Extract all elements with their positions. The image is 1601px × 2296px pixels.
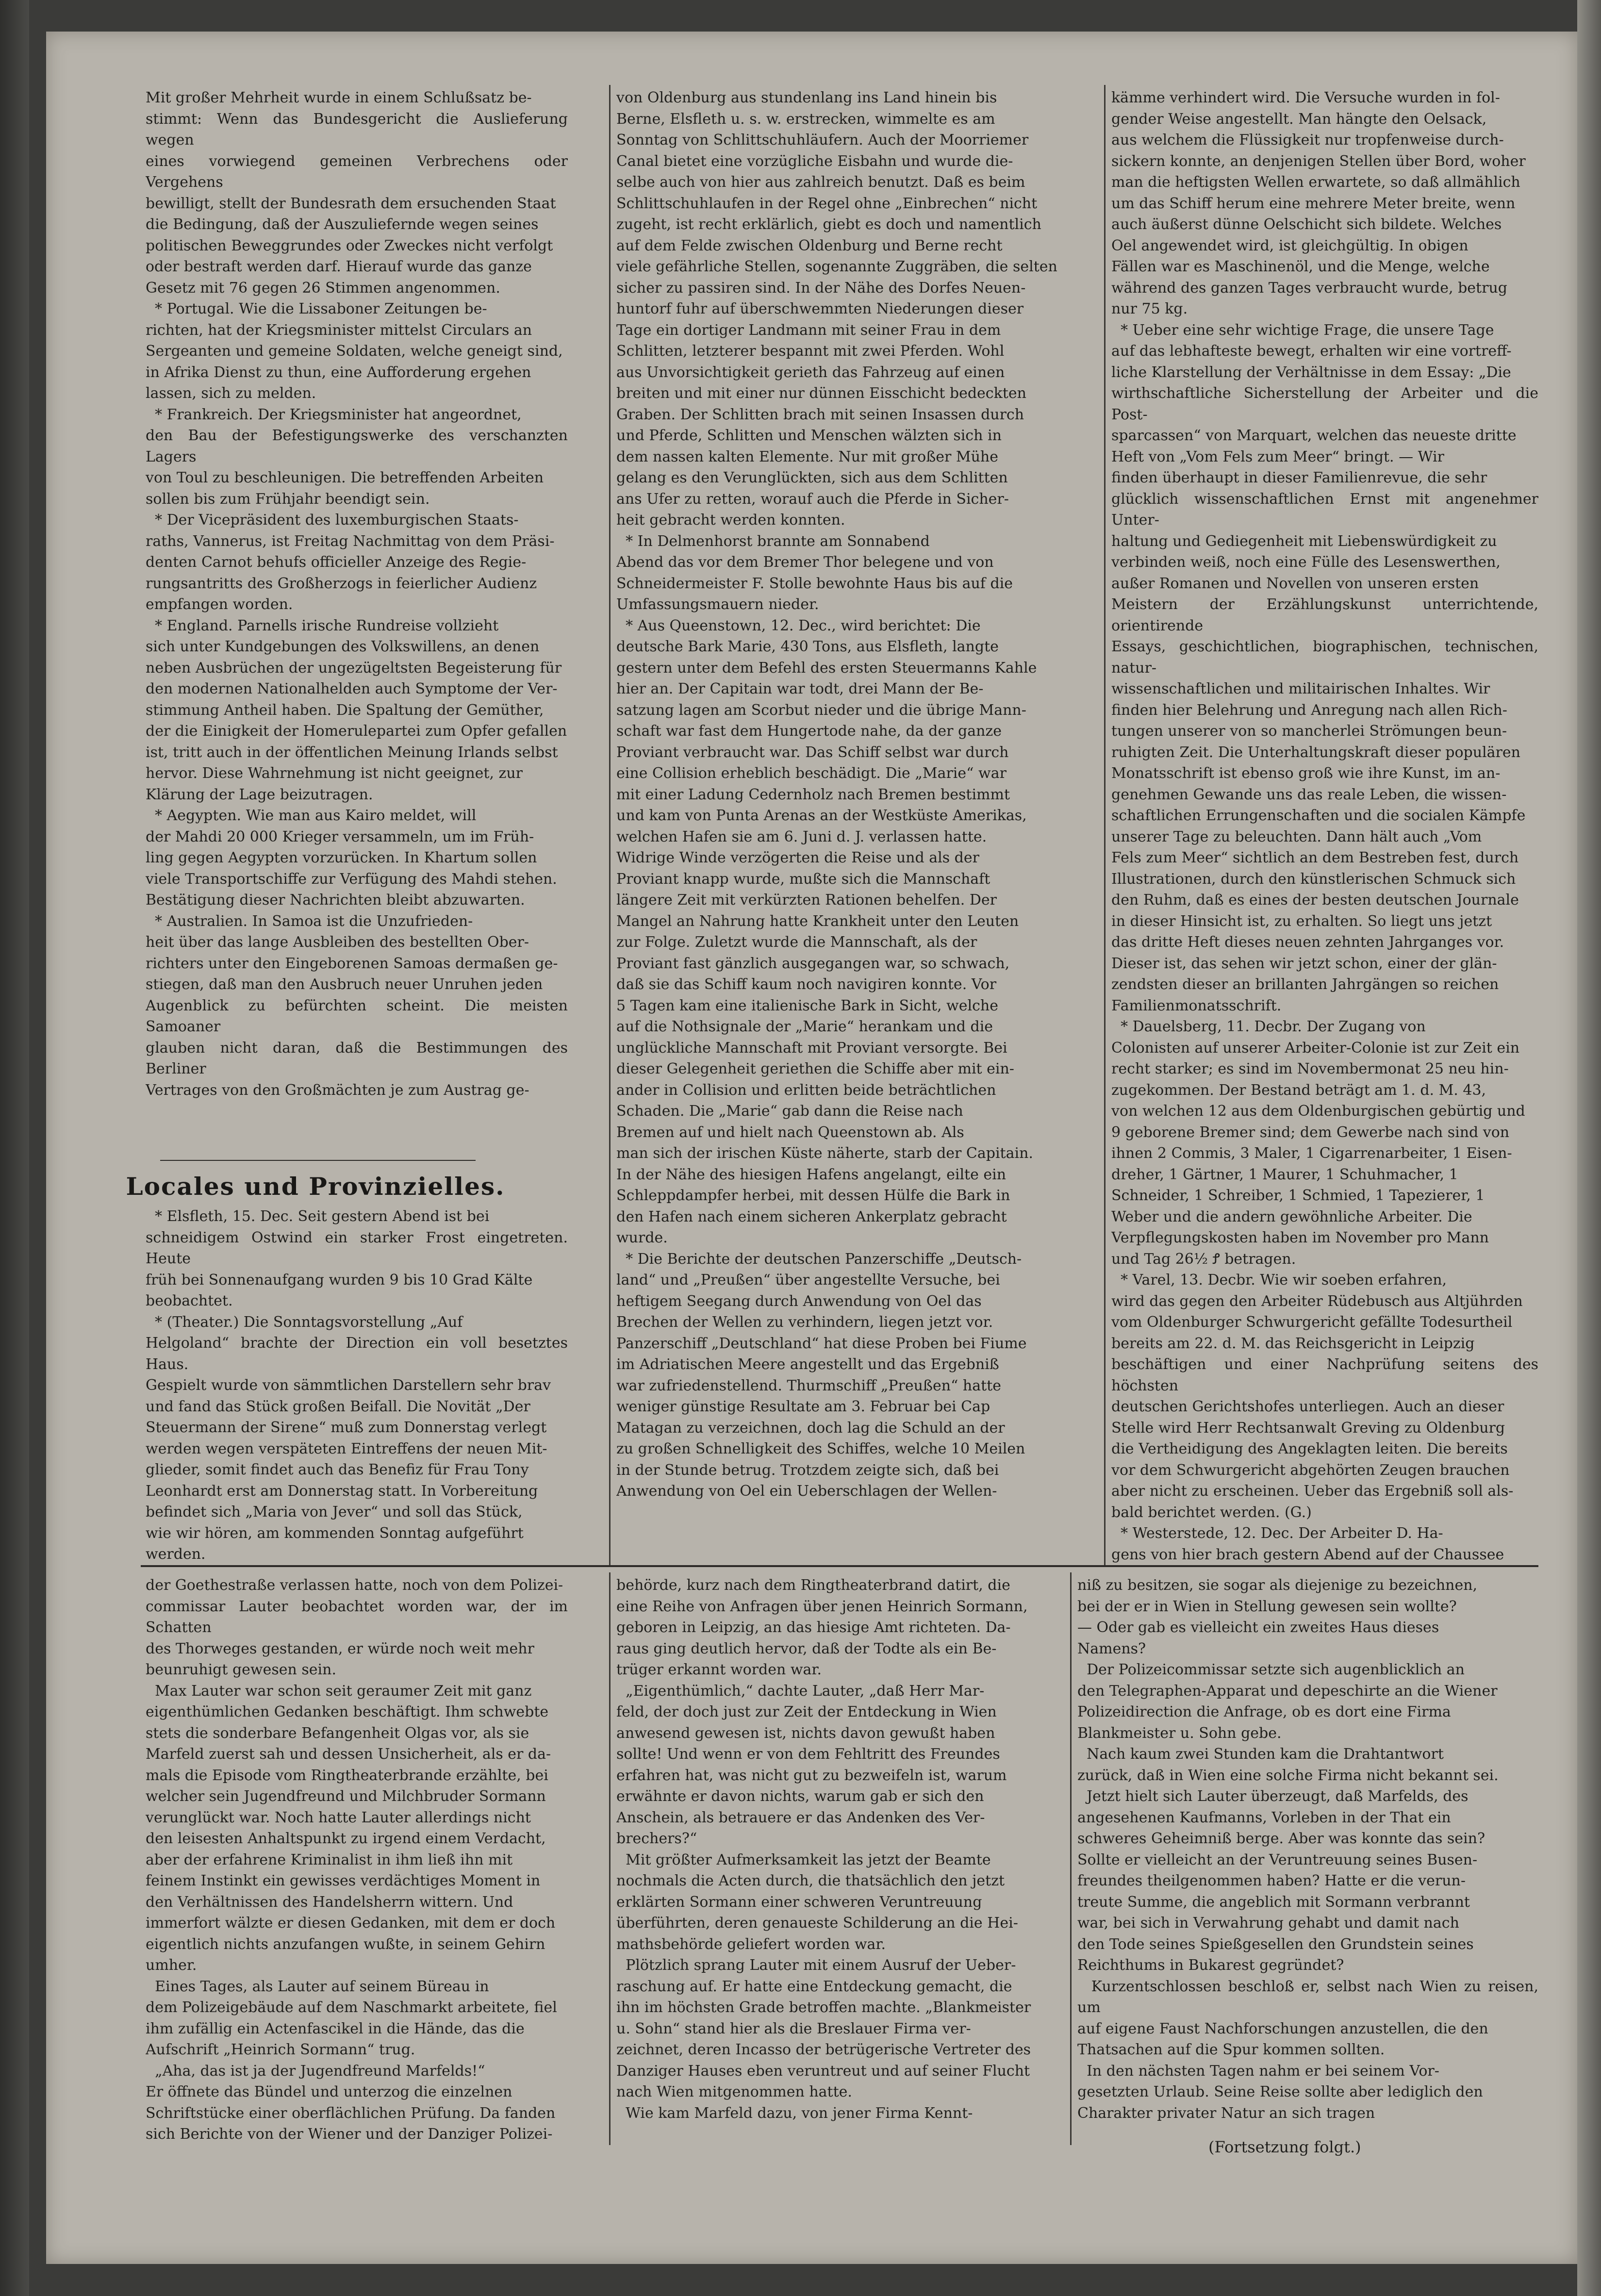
feuilleton-column-2: behörde, kurz nach dem Ringtheaterbrand datirt, die eine Reihe von Anfragen über jenen Heinrich Sormann, geboren in Leipzig, an das hiesige Amt richteten. Da- raus ging deutlich hervor, daß der Todte als ein Be- trüger erkannt worden war. „Eigenthümlich,“ dachte Lauter, „daß Herr Mar- feld, der doch just zur Zeit der Entdeckung in Wien anwesend gewesen ist, nichts davon gewußt haben sollte! Und wenn er von dem Fehltritt des Freundes erfahren hat, was nicht gut zu bezweifeln ist, warum erwähnte er davon nichts, warum gab er sich den Anschein, als betrauere er das Andenken des Ver- brechers?“ Mit größter Aufmerksamkeit las jetzt der Beamte nochmals die Acten durch, die thatsächlich den jetzt erklärten Sormann einer schweren Veruntreuung überführten, deren genaueste Schilderung an die Hei- mathsbehörde geliefert worden war. Plötzlich sprang Lauter mit einem Ausruf der Ueber- raschung auf. Er hatte eine Entdeckung gemacht, die ihn im höchsten Grade betroffen machte. „Blankmeister u. Sohn“ stand hier als die Breslauer Firma ver- zeichnet, deren Incasso der betrügerische Vertreter des Danziger Hauses eben veruntreut und auf seiner Flucht nach Wien mitgenommen hatte. Wie kam Marfeld dazu, von jener Firma Kennt-	[616, 1577, 1031, 2122]
section-heading: Locales und Provinzielles.	[126, 1172, 505, 1201]
article-column-3: kämme verhindert wird. Die Versuche wurden in fol- gender Weise angestellt. Man hängte den Oelsack, aus welchem die Flüssigkeit nur tropfenweise durch- sickern konnte, an denjenigen Stellen über Bord, woher man die heftigsten Wellen erwartete, so daß allmählich um das Schiff herum eine mehrere Meter breite, wenn auch äußerst dünne Oelschicht sich bildete. Welches Oel angewendet wird, ist gleichgültig. In obigen Fällen war es Maschinenöl, und die Menge, welche während des ganzen Tages verbraucht wurde, betrug nur 75 kg. * Ueber eine sehr wichtige Frage, die unsere Tage auf das lebhafteste bewegt, erhalten wir eine vortreff- liche Klarstellung der Verhältnisse in dem Essay: „Die wirthschaftliche Sicherstellung der Arbeiter und die Post- sparcassen“ von Marquart, welchen das neueste dritte Heft von „Vom Fels zum Meer“ bringt. — Wir finden überhaupt in dieser Familienrevue, die sehr glücklich wissenschaftlichen Ernst mit angenehmer Unter- haltung und Gediegenheit mit Liebenswürdigkeit zu verbinden weiß, noch eine Fülle des Lesenswerthen, außer Romanen und Novellen von unseren ersten Meistern der Erzählungskunst unterrichtende, orientirende Essays, geschichtlichen, biographischen, technischen, natur- wissenschaftlichen und militairischen Inhaltes. Wir finden hier Belehrung und Anregung nach allen Rich- tungen unserer von so mancherlei Strömungen beun- ruhigten Zeit. Die Unterhaltungskraft dieser populären Monatsschrift ist ebenso groß wie ihre Kunst, im an- genehmen Gewande uns das reale Leben, die wissen- schaftlichen Errungenschaften und die socialen Kämpfe unserer Tage zu beleuchten. Dann hält auch „Vom Fels zum Meer“ sichtlich an dem Bestreben fest, durch Illustrationen, durch den künstlerischen Schmuck sich den Ruhm, daß es eines der besten deutschen Journale in dieser Hinsicht ist, zu erhalten. So liegt uns jetzt das dritte Heft dieses neuen zehnten Jahrganges vor. Dieser ist, das sehen wir jetzt schon, einer der glän- zendsten dieser an brillanten Jahrgängen so reichen Familienmonatsschrift. * Dauelsberg, 11. Decbr. Der Zugang von Colonisten auf unserer Arbeiter-Colonie ist zur Zeit ein recht starker; es sind im Novembermonat 25 neu hin- zugekommen. Der Bestand beträgt am 1. d. M. 43, von welchen 12 aus dem Oldenburgischen gebürtig und 9 geborene Bremer sind; dem Gewerbe nach sind von ihnen 2 Commis, 3 Maler, 1 Cigarrenarbeiter, 1 Eisen- dreher, 1 Gärtner, 1 Maurer, 1 Schuhmacher, 1 Schneider, 1 Schreiber, 1 Schmied, 1 Tapezierer, 1 Weber und die andern gewöhnliche Arbeiter. Die Verpflegungskosten haben im November pro Mann und Tag 26½ Ꝭ betragen. * Varel, 13. Decbr. Wie wir soeben erfahren, wird das gegen den Arbeiter Rüdebusch aus Altjührden vom Oldenburger Schwurgericht gefällte Todesurtheil bereits am 22. d. M. das Reichsgericht in Leipzig beschäftigen und einer Nachprüfung seitens des höchsten deutschen Gerichtshofes unterliegen. Auch an dieser Stelle wird Herr Rechtsanwalt Greving zu Oldenburg die Vertheidigung des Angeklagten leiten. Die bereits vor dem Schwurgericht abgehörten Zeugen brauchen aber nicht zu erscheinen. Ueber das Ergebniß soll als- bald berichtet werden. (G.) * Westerstede, 12. Dec. Der Arbeiter D. Ha- gens von hier brach gestern Abend auf der Chaussee	[1111, 89, 1538, 1563]
heading-rule	[160, 1160, 476, 1161]
feuilleton-rule-1	[609, 1572, 611, 2145]
continuation-note: (Fortsetzung folgt.)	[1208, 2138, 1361, 2156]
feuilleton-column-3: niß zu besitzen, sie sogar als diejenige zu bezeichnen, bei der er in Wien in Stellung gewesen sein wollte? — Oder gab es vielleicht ein zweites Haus dieses Namens? Der Polizeicommissar setzte sich augenblicklich an den Telegraphen-Apparat und depeschirte an die Wiener Polizeidirection die Anfrage, ob es dort eine Firma Blankmeister u. Sohn gebe. Nach kaum zwei Stunden kam die Drahtantwort zurück, daß in Wien eine solche Firma nicht bekannt sei. Jetzt hielt sich Lauter überzeugt, daß Marfelds, des angesehenen Kaufmanns, Vorleben in der That ein schweres Geheimniß berge. Aber was konnte das sein? Sollte er vielleicht an der Veruntreuung seines Busen- freundes theilgenommen haben? Hatte er die verun- treute Summe, die angeblich mit Sormann verbrannt war, bei sich in Verwahrung gehabt und damit nach den Tode seines Spießgesellen den Grundstein seines Reichthums in Bukarest gegründet? Kurzentschlossen beschloß er, selbst nach Wien zu reisen, um auf eigene Faust Nachforschungen anzustellen, die den Thatsachen auf die Spur kommen sollten. In den nächsten Tagen nahm er bei seinem Vor- gesetzten Urlaub. Seine Reise sollte aber lediglich den Charakter privater Natur an sich tragen	[1077, 1577, 1538, 2122]
article-column-1-top: Mit großer Mehrheit wurde in einem Schlußsatz be- stimmt: Wenn das Bundesgericht die Auslieferung wegen eines vorwiegend gemeinen Verbrechens oder Vergehens bewilligt, stellt der Bundesrath dem ersuchenden Staat die Bedingung, daß der Auszuliefernde wegen seines politischen Beweggrundes oder Zweckes nicht verfolgt oder bestraft werden darf. Hierauf wurde das ganze Gesetz mit 76 gegen 26 Stimmen angenommen. * Portugal. Wie die Lissaboner Zeitungen be- richten, hat der Kriegsminister mittelst Circulars an Sergeanten und gemeine Soldaten, welche geneigt sind, in Afrika Dienst zu thun, eine Aufforderung ergehen lassen, sich zu melden. * Frankreich. Der Kriegsminister hat angeordnet, den Bau der Befestigungswerke des verschanzten Lagers von Toul zu beschleunigen. Die betreffenden Arbeiten sollen bis zum Frühjahr beendigt sein. * Der Vicepräsident des luxemburgischen Staats- raths, Vannerus, ist Freitag Nachmittag von dem Präsi- denten Carnot behufs officieller Anzeige des Regie- rungsantritts des Großherzogs in feierlicher Audienz empfangen worden. * England. Parnells irische Rundreise vollzieht sich unter Kundgebungen des Volkswillens, an denen neben Ausbrüchen der ungezügeltsten Begeisterung für den modernen Nationalhelden auch Symptome der Ver- stimmung Antheil haben. Die Spaltung der Gemüther, der die Einigkeit der Homerulepartei zum Opfer gefallen ist, tritt auch in der öffentlichen Meinung Irlands selbst hervor. Diese Wahrnehmung ist nicht geeignet, zur Klärung der Lage beizutragen. * Aegypten. Wie man aus Kairo meldet, will der Mahdi 20 000 Krieger versammeln, um im Früh- ling gegen Aegypten vorzurücken. In Khartum sollen viele Transportschiffe zur Verfügung des Mahdi stehen. Bestätigung dieser Nachrichten bleibt abzuwarten. * Australien. In Samoa ist die Unzufrieden- heit über das lange Ausbleiben des bestellten Ober- richters unter den Eingeborenen Samoas dermaßen ge- stiegen, daß man den Ausbruch neuer Unruhen jeden Augenblick zu befürchten scheint. Die meisten Samoaner glauben nicht daran, daß die Bestimmungen des Berliner Vertrages von den Großmächten je zum Austrag ge-	[146, 89, 568, 1099]
column-rule-1	[609, 85, 611, 1565]
article-column-2: von Oldenburg aus stundenlang ins Land hinein bis Berne, Elsfleth u. s. w. erstrecken, wimmelte es am Sonntag von Schlittschuhläufern. Auch der Moorriemer Canal bietet eine vorzügliche Eisbahn und wurde die- selbe auch von hier aus zahlreich benutzt. Daß es beim Schlittschuhlaufen in der Regel ohne „Einbrechen“ nicht zugeht, ist recht erklärlich, giebt es doch und namentlich auf dem Felde zwischen Oldenburg und Berne recht viele gefährliche Stellen, sogenannte Zuggräben, die selten sicher zu passiren sind. In der Nähe des Dorfes Neuen- huntorf fuhr auf überschwemmten Niederungen dieser Tage ein dortiger Landmann mit seiner Frau in dem Schlitten, letzterer bespannt mit zwei Pferden. Wohl aus Unvorsichtigkeit gerieth das Fahrzeug auf einen breiten und mit einer nur dünnen Eisschicht bedeckten Graben. Der Schlitten brach mit seinen Insassen durch und Pferde, Schlitten und Menschen wälzten sich in dem nassen kalten Elemente. Nur mit großer Mühe gelang es den Verunglückten, sich aus dem Schlitten ans Ufer zu retten, worauf auch die Pferde in Sicher- heit gebracht werden konnten. * In Delmenhorst brannte am Sonnabend Abend das vor dem Bremer Thor belegene und von Schneidermeister F. Stolle bewohnte Haus bis auf die Umfassungsmauern nieder. * Aus Queenstown, 12. Dec., wird berichtet: Die deutsche Bark Marie, 430 Tons, aus Elsfleth, langte gestern unter dem Befehl des ersten Steuermanns Kahle hier an. Der Capitain war todt, drei Mann der Be- satzung lagen am Scorbut nieder und die übrige Mann- schaft war fast dem Hungertode nahe, da der ganze Proviant verbraucht war. Das Schiff selbst war durch eine Collision erheblich beschädigt. Die „Marie“ war mit einer Ladung Cedernholz nach Bremen bestimmt und kam von Punta Arenas an der Westküste Amerikas, welchen Hafen sie am 6. Juni d. J. verlassen hatte. Widrige Winde verzögerten die Reise und als der Proviant knapp wurde, mußte sich die Mannschaft längere Zeit mit verkürzten Rationen behelfen. Der Mangel an Nahrung hatte Krankheit unter den Leuten zur Folge. Zuletzt wurde die Mannschaft, als der Proviant fast gänzlich ausgegangen war, so schwach, daß sie das Schiff kaum noch navigiren konnte. Vor 5 Tagen kam eine italienische Bark in Sicht, welche auf die Nothsignale der „Marie“ herankam und die unglückliche Mannschaft mit Proviant versorgte. Bei dieser Gelegenheit geriethen die Schiffe aber mit ein- ander in Collision und erlitten beide beträchtlichen Schaden. Die „Marie“ gab dann die Reise nach Bremen auf und hielt nach Queenstown ab. Als man sich der irischen Küste näherte, starb der Capitain. In der Nähe des hiesigen Hafens angelangt, eilte ein Schleppdampfer herbei, mit dessen Hülfe die Bark in den Hafen nach einem sicheren Ankerplatz gebracht wurde. * Die Berichte der deutschen Panzerschiffe „Deutsch- land“ und „Preußen“ über angestellte Versuche, bei heftigem Seegang durch Anwendung von Oel das Brechen der Wellen zu verhindern, liegen jetzt vor. Panzerschiff „Deutschland“ hat diese Proben bei Fiume im Adriatischen Meere angestellt und das Ergebniß war zufriedenstellend. Thurmschiff „Preußen“ hatte weniger günstige Resultate am 3. Februar bei Cap Matagan zu verzeichnen, doch lag die Schuld an der zu großen Schnelligkeit des Schiffes, welche 10 Meilen in der Stunde betrug. Trotzdem zeigte sich, daß bei Anwendung von Oel ein Ueberschlagen der Wellen-	[616, 89, 1057, 1500]
scan-background-right	[1577, 0, 1601, 2296]
column-rule-2	[1104, 85, 1106, 1565]
article-column-1-bottom: * Elsfleth, 15. Dec. Seit gestern Abend ist bei schneidigem Ostwind ein starker Frost eingetreten. Heute früh bei Sonnenaufgang wurden 9 bis 10 Grad Kälte beobachtet. * (Theater.) Die Sonntagsvorstellung „Auf Helgoland“ brachte der Direction ein voll besetztes Haus. Gespielt wurde von sämmtlichen Darstellern sehr brav und fand das Stück großen Beifall. Die Novität „Der Steuermann der Sirene“ muß zum Donnerstag verlegt werden wegen verspäteten Eintreffens der neuen Mit- glieder, somit findet auch das Benefiz für Frau Tony Leonhardt erst am Donnerstag statt. In Vorbereitung befindet sich „Maria von Jever“ und soll das Stück, wie wir hören, am kommenden Sonntag aufgeführt werden.	[146, 1208, 568, 1563]
feuilleton-rule-2	[1070, 1572, 1072, 2145]
feuilleton-separator	[141, 1565, 1538, 1567]
feuilleton-column-1: der Goethestraße verlassen hatte, noch von dem Polizei- commissar Lauter beobachtet worden war, der im Schatten des Thorweges gestanden, er würde noch weit mehr beunruhigt gewesen sein. Max Lauter war schon seit geraumer Zeit mit ganz eigenthümlichen Gedanken beschäftigt. Ihm schwebte stets die sonderbare Befangenheit Olgas vor, als sie Marfeld zuerst sah und dessen Unsicherheit, als er da- mals die Episode vom Ringtheaterbrande erzählte, bei welcher sein Jugendfreund und Milchbruder Sormann verunglückt war. Noch hatte Lauter allerdings nicht den leisesten Anhaltspunkt zu irgend einem Verdacht, aber der erfahrene Kriminalist in ihm ließ ihn mit feinem Instinkt ein gewisses verdächtiges Moment in den Verhältnissen des Handelsherrn wittern. Und immerfort wälzte er diesen Gedanken, mit dem er doch eigentlich nichts anzufangen wußte, in seinem Gehirn umher. Eines Tages, als Lauter auf seinem Büreau in dem Polizeigebäude auf dem Naschmarkt arbeitete, fiel ihm zufällig ein Actenfascikel in die Hände, das die Aufschrift „Heinrich Sormann“ trug. „Aha, das ist ja der Jugendfreund Marfelds!“ Er öffnete das Bündel und unterzog die einzelnen Schriftstücke einer oberflächlichen Prüfung. Da fanden sich Berichte von der Wiener und der Danziger Polizei-	[146, 1577, 568, 2143]
scan-background-left	[0, 0, 29, 2296]
